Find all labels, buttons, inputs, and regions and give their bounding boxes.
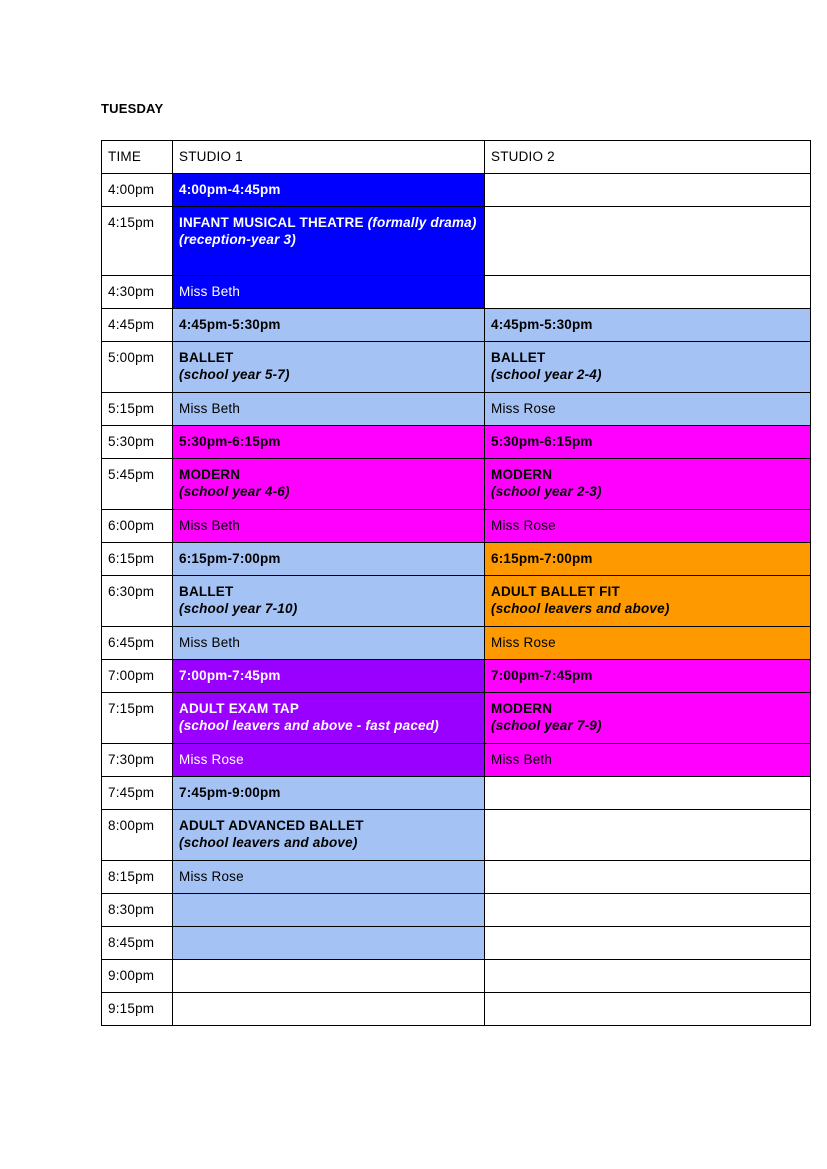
- s2-class-teacher: Miss Beth: [485, 744, 811, 777]
- time-cell: 9:00pm: [102, 960, 173, 993]
- class-title: ADULT EXAM TAP: [179, 701, 300, 716]
- empty-cell: [173, 993, 485, 1026]
- s1-class-time: 7:45pm-9:00pm: [173, 777, 485, 810]
- class-title: MODERN: [491, 467, 553, 482]
- class-title: BALLET: [179, 584, 234, 599]
- empty-cell: [485, 810, 811, 861]
- empty-cell: [485, 174, 811, 207]
- table-row: [102, 309, 811, 342]
- class-subtitle: (school year 4-6): [179, 484, 290, 499]
- table-row: [102, 861, 811, 894]
- s2-class-info: [485, 342, 811, 393]
- time-cell: 4:45pm: [102, 309, 173, 342]
- time-cell: 7:00pm: [102, 660, 173, 693]
- class-subtitle: (school leavers and above - fast paced): [179, 718, 439, 733]
- table-row: [102, 174, 811, 207]
- s1-class-time: 7:00pm-7:45pm: [173, 660, 485, 693]
- header-studio-2: STUDIO 2: [485, 141, 811, 174]
- table-row: [102, 810, 811, 861]
- s1-filled-cell: [173, 894, 485, 927]
- time-cell: 5:30pm: [102, 426, 173, 459]
- class-title: ADULT BALLET FIT: [491, 584, 620, 599]
- time-cell: 8:15pm: [102, 861, 173, 894]
- class-title: BALLET: [179, 350, 234, 365]
- s1-class-time: 6:15pm-7:00pm: [173, 543, 485, 576]
- time-cell: 5:00pm: [102, 342, 173, 393]
- s1-class-info: [173, 810, 485, 861]
- empty-cell: [485, 993, 811, 1026]
- s1-class-teacher: Miss Beth: [173, 510, 485, 543]
- table-row: [102, 207, 811, 276]
- time-cell: 7:45pm: [102, 777, 173, 810]
- class-title-note: (formally drama): [367, 215, 477, 230]
- s2-class-time: 4:45pm-5:30pm: [485, 309, 811, 342]
- table-row: [102, 960, 811, 993]
- time-cell: 6:30pm: [102, 576, 173, 627]
- empty-cell: [485, 777, 811, 810]
- empty-cell: [485, 894, 811, 927]
- s2-class-teacher: Miss Rose: [485, 627, 811, 660]
- class-title: ADULT ADVANCED BALLET: [179, 818, 364, 833]
- time-cell: 4:30pm: [102, 276, 173, 309]
- time-cell: 7:15pm: [102, 693, 173, 744]
- class-title: INFANT MUSICAL THEATRE: [179, 215, 364, 230]
- timetable: [101, 140, 811, 1026]
- s1-class-info: [173, 207, 485, 276]
- time-cell: 6:00pm: [102, 510, 173, 543]
- table-row: [102, 543, 811, 576]
- s1-class-teacher: Miss Beth: [173, 627, 485, 660]
- s2-class-time: 7:00pm-7:45pm: [485, 660, 811, 693]
- time-cell: 7:30pm: [102, 744, 173, 777]
- empty-cell: [485, 207, 811, 276]
- table-row: [102, 744, 811, 777]
- s1-class-time: 5:30pm-6:15pm: [173, 426, 485, 459]
- s2-class-info: [485, 459, 811, 510]
- empty-cell: [485, 960, 811, 993]
- time-cell: 8:00pm: [102, 810, 173, 861]
- s2-class-teacher: Miss Rose: [485, 393, 811, 426]
- table-row: [102, 894, 811, 927]
- time-cell: 5:15pm: [102, 393, 173, 426]
- s2-class-time: 5:30pm-6:15pm: [485, 426, 811, 459]
- time-cell: 8:30pm: [102, 894, 173, 927]
- class-title: BALLET: [491, 350, 546, 365]
- time-cell: 8:45pm: [102, 927, 173, 960]
- s1-filled-cell: [173, 927, 485, 960]
- time-cell: 5:45pm: [102, 459, 173, 510]
- s1-class-info: [173, 576, 485, 627]
- table-row: [102, 510, 811, 543]
- day-heading: TUESDAY: [101, 101, 164, 116]
- s1-class-info: [173, 693, 485, 744]
- s2-class-teacher: Miss Rose: [485, 510, 811, 543]
- s1-class-teacher: Miss Rose: [173, 744, 485, 777]
- class-title: MODERN: [179, 467, 241, 482]
- header-row: [102, 141, 811, 174]
- s2-class-time: 6:15pm-7:00pm: [485, 543, 811, 576]
- empty-cell: [485, 276, 811, 309]
- class-subtitle: (school leavers and above): [179, 835, 358, 850]
- class-subtitle: (school year 2-3): [491, 484, 602, 499]
- class-subtitle: (reception-year 3): [179, 232, 296, 247]
- s1-class-teacher: Miss Rose: [173, 861, 485, 894]
- class-title: MODERN: [491, 701, 553, 716]
- s1-class-teacher: Miss Beth: [173, 393, 485, 426]
- table-row: [102, 927, 811, 960]
- table-row: [102, 693, 811, 744]
- table-row: [102, 426, 811, 459]
- table-row: [102, 576, 811, 627]
- s2-class-info: [485, 693, 811, 744]
- time-cell: 6:15pm: [102, 543, 173, 576]
- class-subtitle: (school year 5-7): [179, 367, 290, 382]
- time-cell: 4:00pm: [102, 174, 173, 207]
- s1-class-time: 4:00pm-4:45pm: [173, 174, 485, 207]
- table-row: [102, 660, 811, 693]
- class-subtitle: (school year 7-9): [491, 718, 602, 733]
- class-subtitle: (school year 2-4): [491, 367, 602, 382]
- class-subtitle: (school leavers and above): [491, 601, 670, 616]
- time-cell: 4:15pm: [102, 207, 173, 276]
- empty-cell: [485, 927, 811, 960]
- table-row: [102, 459, 811, 510]
- header-studio-1: STUDIO 1: [173, 141, 485, 174]
- empty-cell: [173, 960, 485, 993]
- class-subtitle: (school year 7-10): [179, 601, 298, 616]
- s1-class-info: [173, 342, 485, 393]
- s1-class-teacher: Miss Beth: [173, 276, 485, 309]
- table-row: [102, 993, 811, 1026]
- table-row: [102, 342, 811, 393]
- table-row: [102, 276, 811, 309]
- s2-class-info: [485, 576, 811, 627]
- s1-class-time: 4:45pm-5:30pm: [173, 309, 485, 342]
- time-cell: 6:45pm: [102, 627, 173, 660]
- header-time: TIME: [102, 141, 173, 174]
- time-cell: 9:15pm: [102, 993, 173, 1026]
- empty-cell: [485, 861, 811, 894]
- s1-class-info: [173, 459, 485, 510]
- table-row: [102, 393, 811, 426]
- table-row: [102, 777, 811, 810]
- table-row: [102, 627, 811, 660]
